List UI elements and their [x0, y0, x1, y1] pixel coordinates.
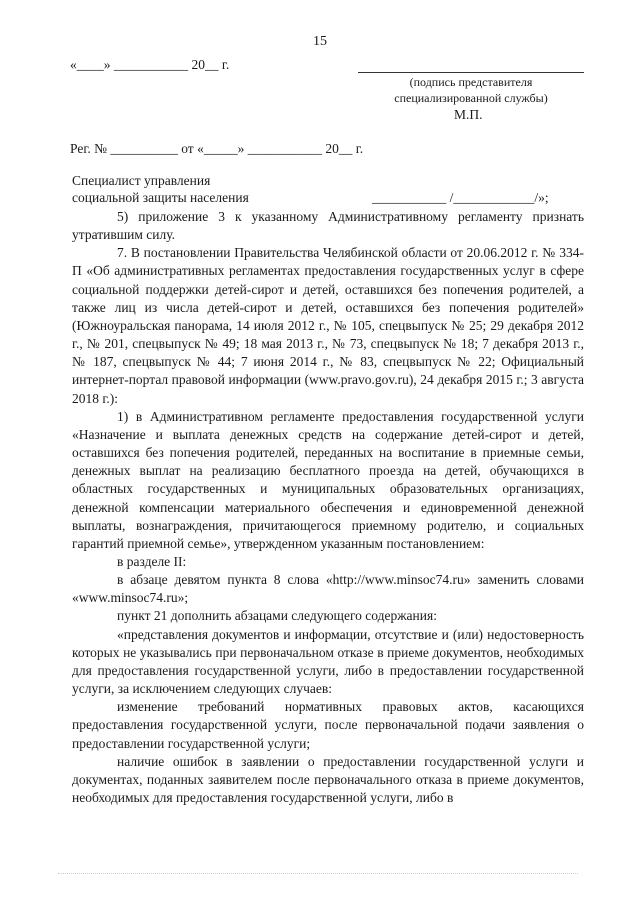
scan-artifact-line: [58, 873, 578, 875]
specialist-title-line1: Специалист управления: [72, 173, 211, 188]
date-template: «____» ___________ 20__ г.: [70, 57, 230, 72]
paragraph: 5) приложение 3 к указанному Административному регламенту признать утратившим силу.: [72, 209, 584, 243]
signature-caption-line1: (подпись представителя: [409, 75, 533, 89]
signature-line: [358, 72, 584, 73]
paragraph: в разделе II:: [117, 553, 187, 569]
signature-caption-line2: специализированной службы): [394, 91, 548, 105]
paragraph: в абзаце девятом пункта 8 слова «http://www.minsoc74.ru» заменить словами «www.minsoc74.ru»;: [72, 572, 584, 606]
paragraph: пункт 21 дополнить абзацами следующего содержания:: [117, 608, 437, 624]
paragraph: 1) в Административном регламенте предоставления государственной услуги «Назначение и выплата денежных средств на содержание детей-сирот и детей, оставшихся без попечения родителей, переданных на воспитание в приемные семьи, денежных выплат на реализацию бесплатного проезда на детей, обучающихся в областных государственных и муниципальных образовательных организациях, денежной компенсации материального обеспечения и единовременной денежной выплаты, вознаграждения, причитающегося приемному родителю, и социальных гарантий приемной семье», утвержденном указанным постановлением:: [72, 408, 584, 551]
specialist-signature: ___________ /____________/»;: [372, 190, 549, 205]
document-body: [72, 208, 584, 807]
registration-line: Рег. № __________ от «_____» ___________ 20__ г.: [70, 141, 364, 156]
page-number: 15: [313, 34, 327, 49]
specialist-title-line2: социальной защиты населения: [72, 190, 249, 205]
paragraph: изменение требований нормативных правовых актов, касающихся предоставления государственной услуги, после первоначальной подачи заявления о предоставлении государственной услуги;: [72, 699, 584, 751]
paragraph: наличие ошибок в заявлении о предоставлении государственной услуги и документах, поданных заявителем после первоначального отказа в приеме документов, необходимых для предоставления государственной услуги, либо в: [72, 753, 584, 805]
paragraph: 7. В постановлении Правительства Челябинской области от 20.06.2012 г. № 334-П «Об административных регламентах предоставления государственных услуг в сфере социальной поддержки детей-сирот и детей, оставшихся без попечения родителей, а также лиц из числа детей-сирот и детей, оставшихся без попечения родителей» (Южноуральская панорама, 14 июля 2012 г., № 105, спецвыпуск № 25; 29 декабря 2012 г., № 201, спецвыпуск № 49; 18 мая 2013 г., № 73, спецвыпуск № 18; 7 декабря 2013 г., № 187, спецвыпуск № 44; 7 июня 2014 г., № 83, спецвыпуск № 22; Официальный интернет-портал правовой информации (www.pravo.gov.ru), 24 декабря 2015 г.; 3 августа 2018 г.):: [72, 245, 584, 406]
stamp-mark: М.П.: [454, 107, 483, 122]
paragraph: «представления документов и информации, отсутствие и (или) недостоверность которых не указывались при первоначальном отказе в приеме документов, необходимых для предоставления государственной услуги, либо в предоставлении государственной услуги, за исключением следующих случаев:: [72, 626, 584, 697]
